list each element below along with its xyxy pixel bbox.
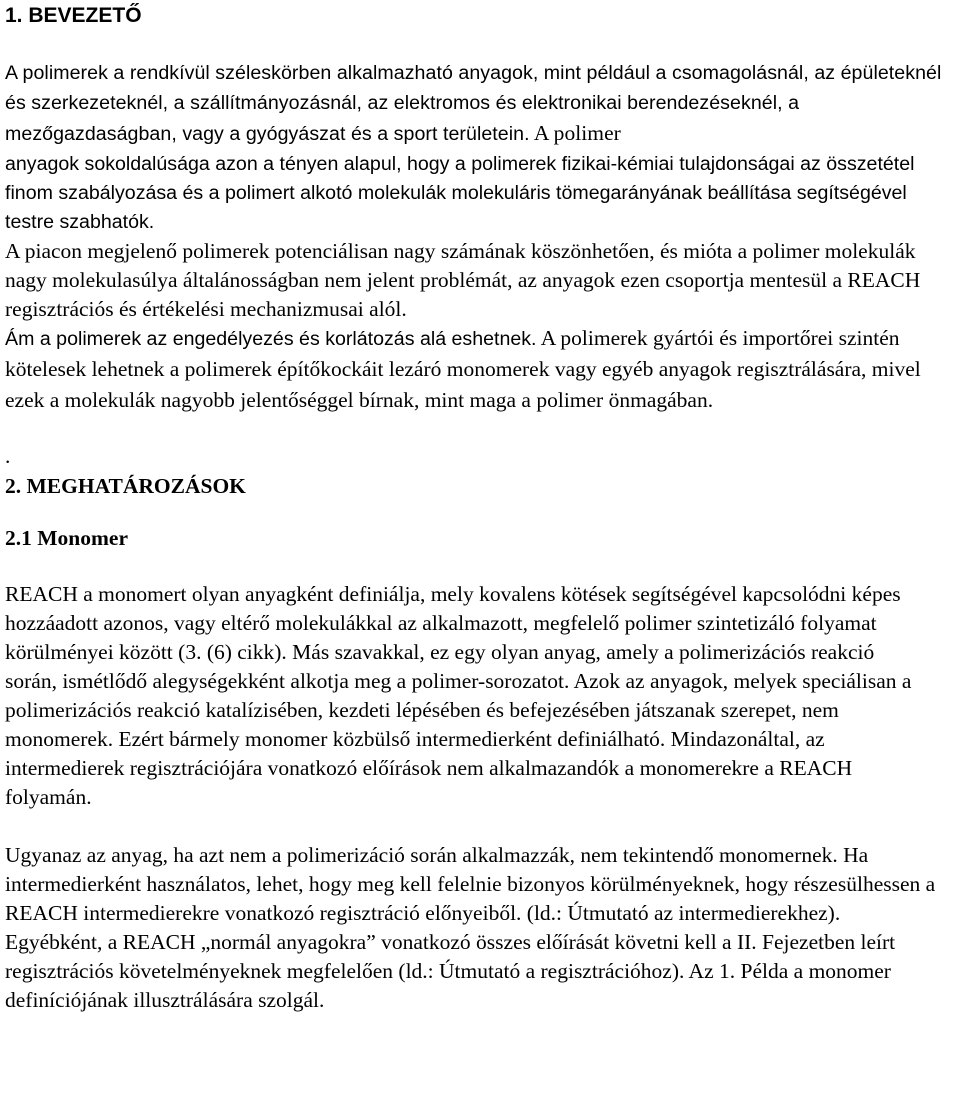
intro-paragraph-4	[5, 324, 950, 417]
separator-dot: .	[5, 444, 11, 468]
intro-paragraph-2: anyagok sokoldalúsága azon a tényen alapul, hogy a polimerek fizikai-kémiai tulajdonságai az összetétel finom szabályozása és a polimert alkotó molekulák molekuláris tömegarányának beállítása segítségével testre szabhatók.	[5, 153, 915, 233]
intro-text-authorisation: Ám a polimerek az engedélyezés és korlátozás alá eshetnek.	[5, 328, 537, 350]
intro-paragraph-3: A piacon megjelenő polimerek potenciálisan nagy számának köszönhetően, és mióta a polimer molekulák nagy molekulasúlya általánosságban nem jelent problémát, az anyagok ezen csoportja mentesül a REACH regisztrációs és értékelési mechanizmusai alól.	[5, 239, 921, 321]
heading-monomer: 2.1 Monomer	[5, 526, 128, 550]
heading-definitions: 2. MEGHATÁROZÁSOK	[5, 474, 246, 498]
intro-text-sans: A polimerek a rendkívül széleskörben alkalmazható anyagok, mint például a csomagolásnál, az épületeknél és szerkezeteknél, a szállítmányozásnál, az elektromos és elektronikai berendezéseknél, a mezőgazdaságban, vagy a gyógyászat és a sport területein.	[5, 62, 942, 145]
intro-paragraph-1	[5, 59, 945, 150]
document-page	[5, 0, 955, 1015]
intro-text-serif: A polimer	[529, 121, 621, 145]
heading-introduction: 1. BEVEZETŐ	[5, 4, 142, 27]
monomer-paragraph-1: REACH a monomert olyan anyagként definiálja, mely kovalens kötések segítségével kapcsolódni képes hozzáadott azonos, vagy eltérő molekulákkal az alkalmazott, megfelelő polimer szintetizáló folyamat körülményei között (3. (6) cikk). Más szavakkal, ez egy olyan anyag, amely a polimerizációs reakció során, ismétlődő alegységekként alkotja meg a polimer-sorozatot. Azok az anyagok, melyek speciálisan a polimerizációs reakció katalízisében, kezdeti lépésében és befejezésében játszanak szerepet, nem monomerek. Ezért bármely monomer közbülső intermedierként definiálható. Mindazonáltal, az intermedierek regisztrációjára vonatkozó előírások nem alkalmazandók a monomerekre a REACH folyamán.	[5, 582, 912, 809]
monomer-paragraph-2: Ugyanaz az anyag, ha azt nem a polimerizáció során alkalmazzák, nem tekintendő monomernek. Ha intermedierként használatos, lehet, hogy meg kell felelnie bizonyos körülményeknek, hogy részesülhessen a REACH intermedierekre vonatkozó regisztráció előnyeiből. (ld.: Útmutató az intermedierekhez). Egyébként, a REACH „normál anyagokra” vonatkozó összes előírását követni kell a II. Fejezetben leírt regisztrációs követelményeknek megfelelően (ld.: Útmutató a regisztrációhoz). Az 1. Példa a monomer definíciójának illusztrálására szolgál.	[5, 843, 936, 1012]
intro-text-importers: A polimerek gyártói és importőrei szintén kötelesek lehetnek a polimerek építőkockáit lezáró monomerek vagy egyéb anyagok regisztrálására, mivel ezek a molekulák nagyobb jelentőséggel bírnak, mint maga a polimer önmagában.	[5, 326, 921, 412]
